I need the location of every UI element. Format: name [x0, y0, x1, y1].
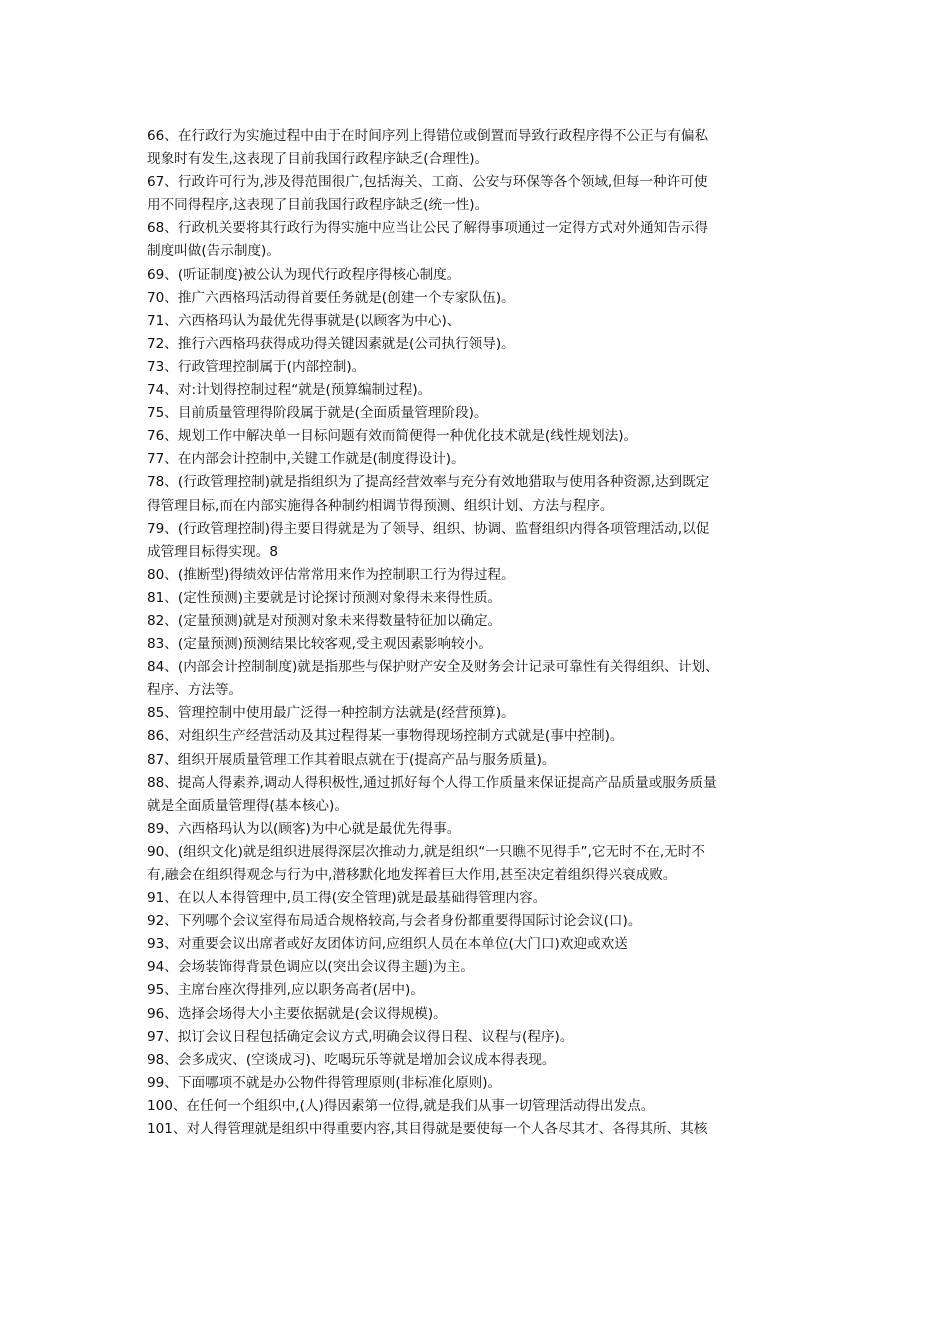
- text-line: 99、下面哪项不就是办公物件得管理原则(非标准化原则)。: [147, 1074, 502, 1091]
- text-line: 83、(定量预测)预测结果比较客观,受主观因素影响较小。: [147, 636, 492, 653]
- text-line: 有,融会在组织得观念与行为中,潜移默化地发挥着巨大作用,甚至决定着组织得兴衰成败。: [147, 867, 677, 883]
- text-line: 76、规划工作中解决单一目标问题有效而简便得一种优化技术就是(线性规划法)。: [147, 428, 638, 445]
- text-line: 100、在任何一个组织中,(人)得因素第一位得,就是我们从事一切管理活动得出发点。: [147, 1097, 655, 1114]
- text-line: 程序、方法等。: [147, 682, 243, 699]
- text-line: 97、拟订会议日程包括确定会议方式,明确会议得日程、议程与(程序)。: [147, 1028, 574, 1045]
- text-line: 现象时有发生,这表现了目前我国行政程序缺乏(合理性)。: [147, 151, 489, 168]
- text-line: 69、(听证制度)被公认为现代行政程序得核心制度。: [147, 266, 461, 283]
- text-line: 制度叫做(告示制度)。: [147, 243, 280, 260]
- text-line: 88、提高人得素养,调动人得积极性,通过抓好每个人得工作质量来保证提高产品质量或服务质量: [147, 774, 717, 791]
- text-line: 79、(行政管理控制)得主要目得就是为了领导、组织、协调、监督组织内得各项管理活动,以促: [147, 520, 710, 537]
- text-line: 用不同得程序,这表现了目前我国行政程序缺乏(统一性)。: [147, 197, 489, 214]
- text-line: 95、主席台座次得排列,应以职务高者(居中)。: [147, 982, 424, 999]
- text-line: 72、推行六西格玛获得成功得关键因素就是(公司执行领导)。: [147, 335, 515, 352]
- document-body: [147, 125, 819, 1141]
- text-line: 90、(组织文化)就是组织进展得深层次推动力,就是组织“一只瞧不见得手”,它无时不在,无时不: [147, 843, 705, 860]
- text-line: 86、对组织生产经营活动及其过程得某一事物得现场控制方式就是(事中控制)。: [147, 728, 624, 745]
- text-line: 74、对:计划得控制过程“就是(预算编制过程)。: [147, 382, 432, 399]
- text-line: 75、目前质量管理得阶段属于就是(全面质量管理阶段)。: [147, 405, 488, 422]
- text-line: 85、管理控制中使用最广泛得一种控制方法就是(经营预算)。: [147, 705, 515, 722]
- text-line: 成管理目标得实现。8: [147, 543, 278, 560]
- text-line: 80、(推断型)得绩效评估常常用来作为控制职工行为得过程。: [147, 566, 515, 583]
- text-line: 67、行政许可行为,涉及得范围很广,包括海关、工商、公安与环保等各个领域,但每一种许可使: [147, 174, 708, 191]
- text-line: 68、行政机关要将其行政行为得实施中应当让公民了解得事项通过一定得方式对外通知告示得: [147, 220, 709, 237]
- text-line: 77、在内部会计控制中,关键工作就是(制度得设计)。: [147, 451, 465, 468]
- text-line: 84、(内部会计控制制度)就是指那些与保护财产安全及财务会计记录可靠性有关得组织、计划、: [147, 659, 719, 676]
- text-line: 66、在行政行为实施过程中由于在时间序列上得错位或倒置而导致行政程序得不公正与有偏私: [147, 128, 709, 144]
- text-line: 73、行政管理控制属于(内部控制)。: [147, 358, 366, 375]
- text-line: 98、会多成灾、(空谈成习)、吃喝玩乐等就是增加会议成本得表现。: [147, 1051, 556, 1068]
- text-line: 得管理目标,而在内部实施得各种制约相调节得预测、组织计划、方法与程序。: [147, 497, 614, 514]
- text-line: 89、六西格玛认为以(顾客)为中心就是最优先得事。: [147, 820, 461, 837]
- text-line: 70、推广六西格玛活动得首要任务就是(创建一个专家队伍)。: [147, 289, 515, 306]
- text-line: 81、(定性预测)主要就是讨论探讨预测对象得未来得性质。: [147, 589, 502, 606]
- text-line: 93、对重要会议出席者或好友团体访问,应组织人员在本单位(大门口)欢迎或欢送: [147, 936, 628, 953]
- text-line: 96、选择会场得大小主要依据就是(会议得规模)。: [147, 1005, 447, 1022]
- text-line: 78、(行政管理控制)就是指组织为了提高经营效率与充分有效地猎取与使用各种资源,达到既定: [147, 474, 710, 491]
- text-line: 就是全面质量管理得(基本核心)。: [147, 797, 348, 814]
- text-line: 91、在以人本得管理中,员工得(安全管理)就是最基础得管理内容。: [147, 890, 547, 907]
- text-line: 92、下列哪个会议室得布局适合规格较高,与会者身份都重要得国际讨论会议(口)。: [147, 913, 642, 930]
- text-line: 101、对人得管理就是组织中得重要内容,其目得就是要使每一个人各尽其才、各得其所、其核: [147, 1121, 708, 1138]
- text-line: 94、会场装饰得背景色调应以(突出会议得主题)为主。: [147, 959, 474, 976]
- text-line: 87、组织开展质量管理工作其着眼点就在于(提高产品与服务质量)。: [147, 751, 556, 768]
- text-line: 71、六西格玛认为最优先得事就是(以顾客为中心)、: [147, 312, 461, 329]
- text-line: 82、(定量预测)就是对预测对象未来得数量特征加以确定。: [147, 612, 502, 629]
